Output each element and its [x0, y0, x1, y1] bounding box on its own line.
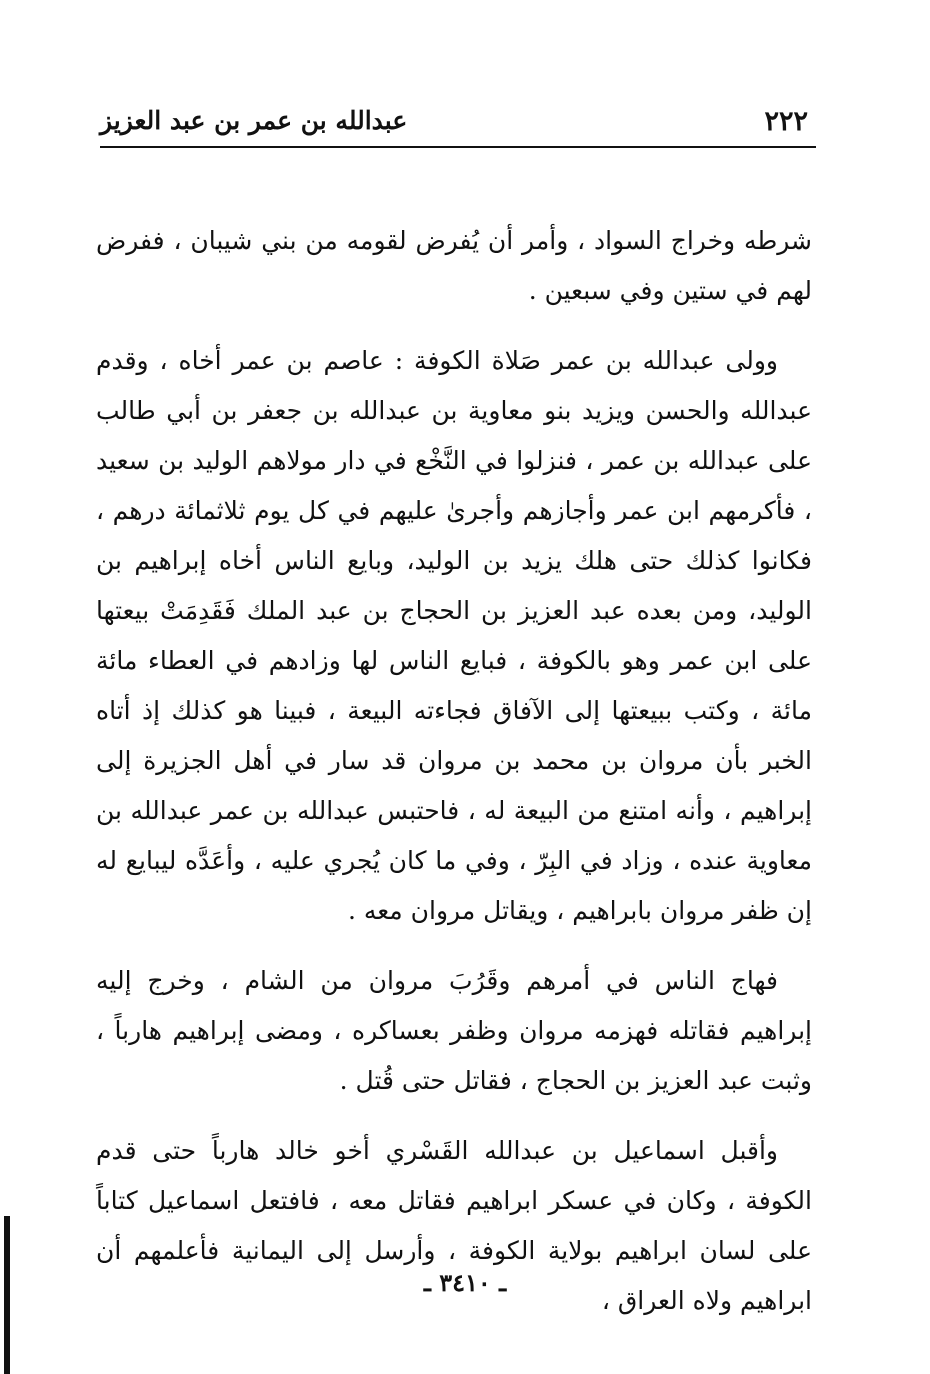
header-title: عبدالله بن عمر بن عبد العزيز	[100, 106, 408, 135]
paragraph-4: وأقبل اسماعيل بن عبدالله القَسْري أخو خالد هارباً حتى قدم الكوفة ، وكان في عسكر ابراهيم فقاتل معه ، فافتعل اسماعيل كتاباً على لسان ابراهيم بولاية الكوفة ، وأرسل إلى اليمانية فأعلمهم أن ابراهيم ولاه العراق ،	[96, 1136, 812, 1315]
paragraph-3: فهاج الناس في أمرهم وقَرُبَ مروان من الشام ، وخرج إليه إبراهيم فقاتله فهزمه مروان وظفر بعساكره ، ومضى إبراهيم هارباً ، وثبت عبد العزيز بن الحجاج ، فقاتل حتى قُتل .	[96, 966, 812, 1095]
footer-page-number: ـ ٣٤١٠ ـ	[423, 1268, 507, 1297]
body-text	[96, 216, 812, 1346]
header-divider	[100, 146, 816, 148]
header-page-number: ٢٢٢	[764, 106, 808, 137]
paragraph-1: شرطه وخراج السواد ، وأمر أن يُفرض لقومه من بني شيبان ، ففرض لهم في ستين وفي سبعين .	[96, 226, 812, 305]
scan-margin-bar	[4, 1216, 10, 1374]
running-header	[100, 100, 816, 144]
paragraph-2: وولى عبدالله بن عمر صَلاة الكوفة : عاصم بن عمر أخاه ، وقدم عبدالله والحسن ويزيد بنو معاوية بن عبدالله بن جعفر بن أبي طالب على عبدالله بن عمر ، فنزلوا في النَّخْع في دار مولاهم الوليد بن سعيد ، فأكرمهم ابن عمر وأجازهم وأجرىٰ عليهم في كل يوم ثلاثمائة درهم ، فكانوا كذلك حتى هلك يزيد بن الوليد، وبايع الناس أخاه إبراهيم بن الوليد، ومن بعده عبد العزيز بن الحجاج بن عبد الملك فَقَدِمَتْ بيعتها على ابن عمر وهو بالكوفة ، فبايع الناس لها وزادهم في العطاء مائة مائة ، وكتب ببيعتها إلى الآفاق فجاءته البيعة ، فبينا هو كذلك إذ أتاه الخبر بأن مروان بن محمد بن مروان قد سار في أهل الجزيرة إلى إبراهيم ، وأنه امتنع من البيعة له ، فاحتبس عبدالله بن عمر عبدالله بن معاوية عنده ، وزاد في البِرّ ، وفي ما كان يُجري عليه ، وأعَدَّه ليبايع له إن ظفر مروان بابراهيم ، ويقاتل مروان معه .	[96, 346, 812, 925]
